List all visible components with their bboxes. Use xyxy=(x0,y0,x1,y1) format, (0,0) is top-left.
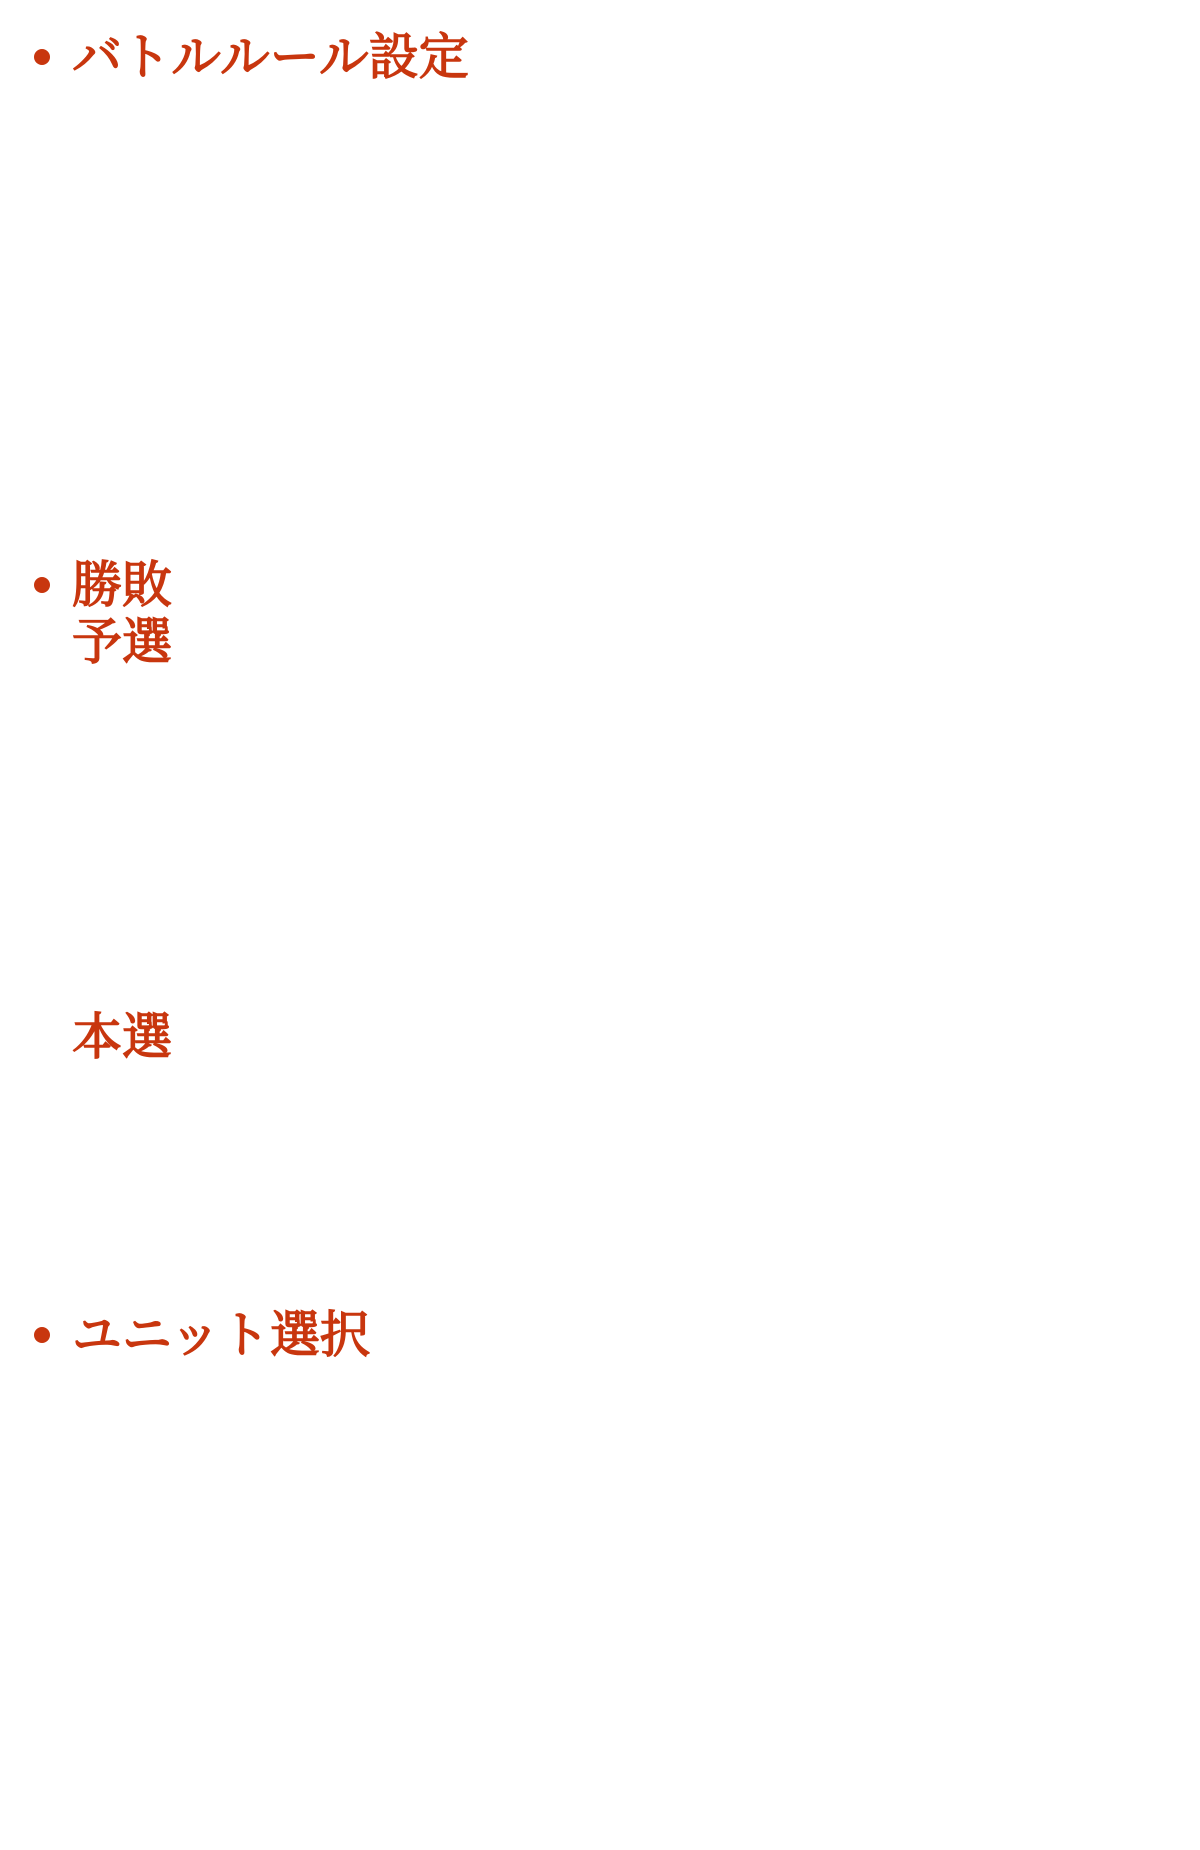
section-heading-battle-rules xyxy=(34,27,469,87)
section-title-unit-select: ユニット選択 xyxy=(72,1306,370,1364)
subheading-preliminary: 予選 xyxy=(72,613,172,671)
section-title-battle-rules: バトルルール設定 xyxy=(72,28,469,86)
section-heading-unit-select xyxy=(34,1305,370,1365)
bullet-icon xyxy=(34,49,50,65)
subheading-main: 本選 xyxy=(72,1008,172,1066)
bullet-icon xyxy=(34,577,50,593)
bullet-icon xyxy=(34,1327,50,1343)
section-title-win-lose: 勝敗 xyxy=(72,556,172,614)
section-heading-win-lose xyxy=(34,555,172,615)
